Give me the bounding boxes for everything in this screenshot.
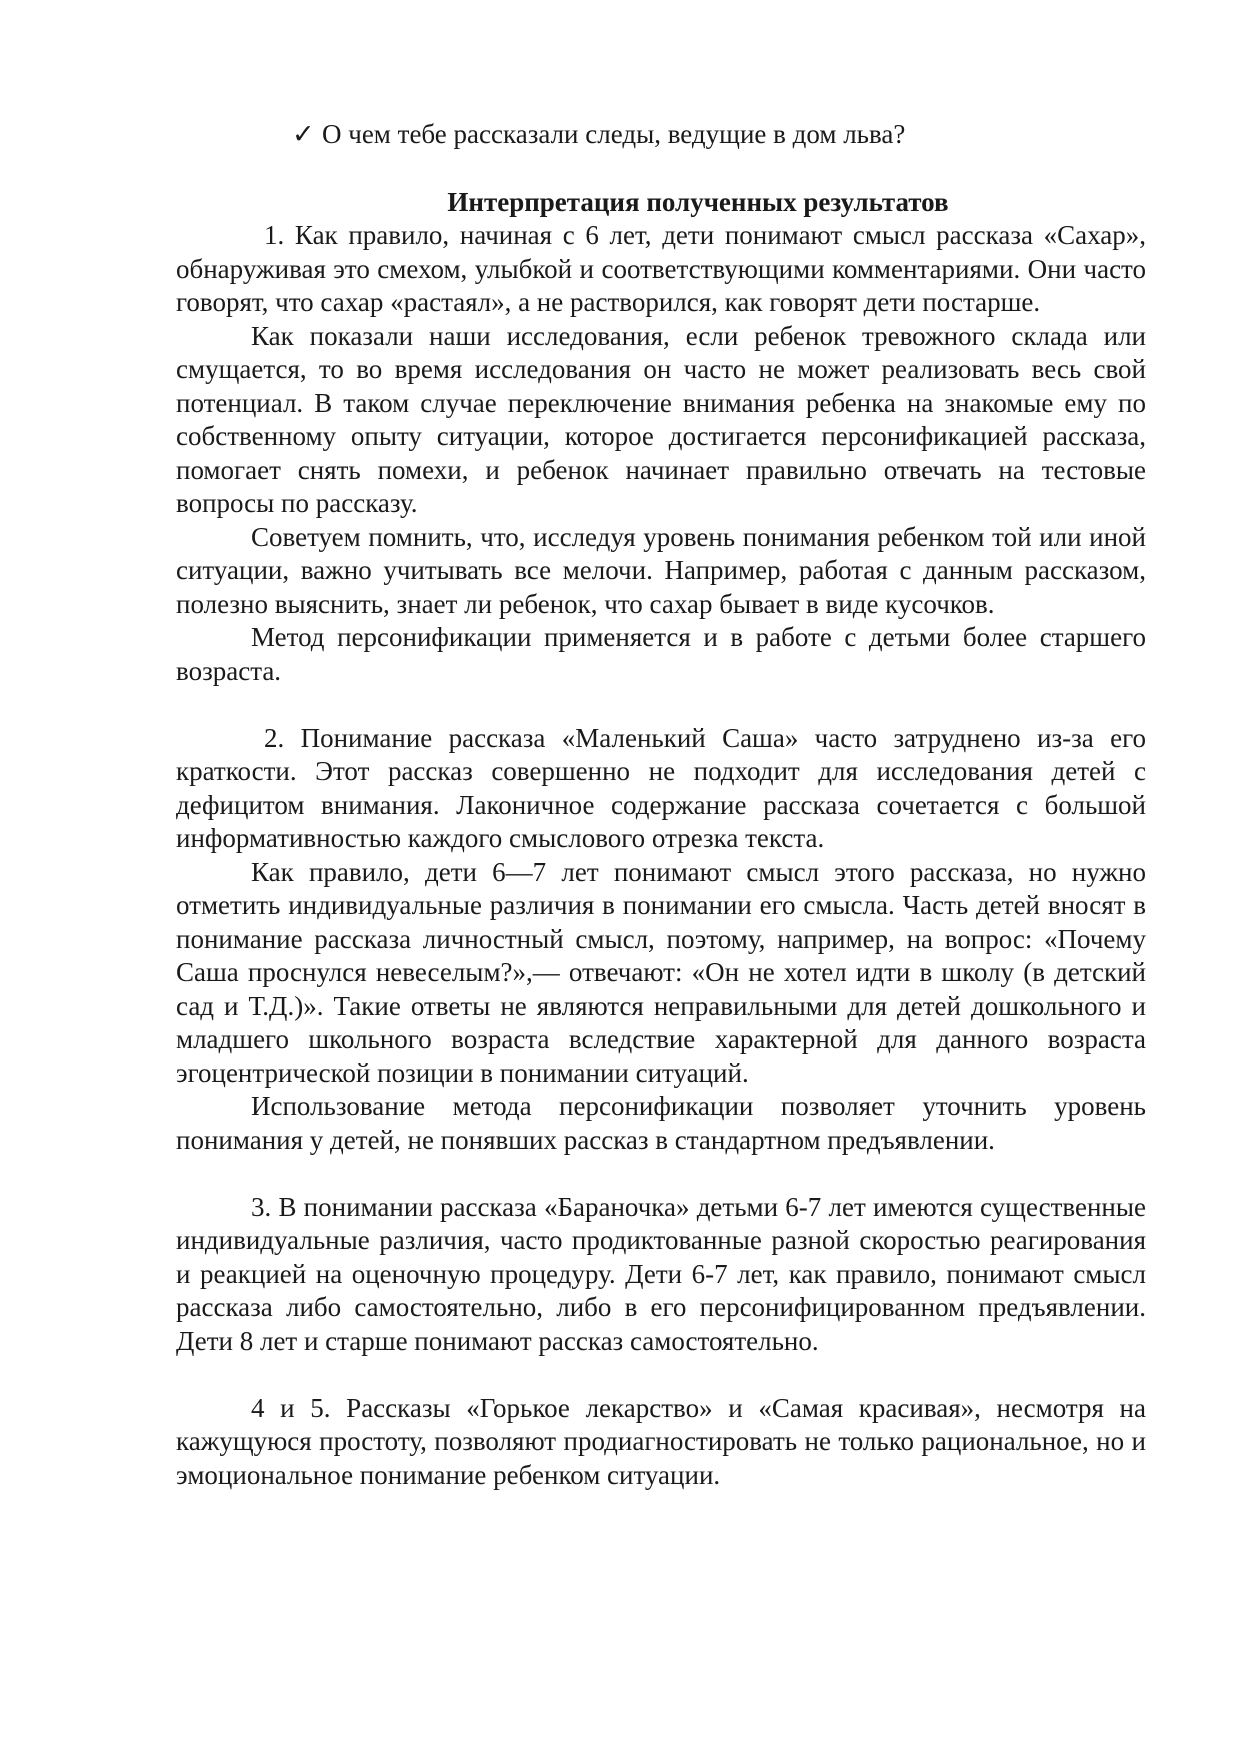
paragraph: Как показали наши исследования, если ребенок тревожного склада или смущается, то во время исследования он часто не может реализовать весь свой потенциал. В таком случае переключение внимания ребенка на знакомые ему по собственному опыту ситуации, которое достигается персонификацией рассказа, помогает снять помехи, и ребенок начинает правильно отвечать на тестовые вопросы по рассказу. xyxy=(176,320,1146,518)
paragraph-item-4-5: 4 и 5. Рассказы «Горькое лекарство» и «Самая красивая», несмотря на кажущуюся простоту, позволяют продиагностировать не только рациональное, но и эмоциональное понимание ребенком ситуации. xyxy=(176,1392,1146,1490)
question-item xyxy=(292,118,905,152)
paragraph: Советуем помнить, что, исследуя уровень понимания ребенком той или иной ситуации, важно учитывать все мелочи. Например, работая с данным рассказом, полезно выяснить, знает ли ребенок, что сахар бывает в виде кусочков. xyxy=(176,521,1146,619)
document-body xyxy=(176,219,1146,1492)
paragraph-item-3: 3. В понимании рассказа «Бараночка» детьми 6-7 лет имеются существенные индивидуальные различия, часто продиктованные разной скоростью реагирования и реакцией на оценочную процедуру. Дети 6-7 лет, как правило, понимают смысл рассказа либо самостоятельно, либо в его персонифицированном предъявлении. Дети 8 лет и старше понимают рассказ самостоятельно. xyxy=(176,1191,1146,1356)
paragraph: Метод персонификации применяется и в работе с детьми более старшего возраста. xyxy=(176,622,1146,686)
paragraph-item-1: 1. Как правило, начиная с 6 лет, дети понимают смысл рассказа «Сахар», обнаруживая это смехом, улыбкой и соответствующими комментариями. Они часто говорят, что сахар «растаял», а не растворился, как говорят дети постарше. xyxy=(176,220,1146,317)
section-heading: Интерпретация полученных результатов xyxy=(447,187,949,217)
paragraph-item-2: 2. Понимание рассказа «Маленький Саша» часто затруднено из-за его краткости. Этот рассказ совершенно не подходит для исследования детей с дефицитом внимания. Лаконичное содержание рассказа сочетается с большой информативностью каждого смыслового отрезка текста. xyxy=(176,722,1146,853)
checkmark-icon: ✓ xyxy=(292,119,315,149)
paragraph: Использование метода персонификации позволяет уточнить уровень понимания у детей, не понявших рассказ в стандартном предъявлении. xyxy=(176,1091,1146,1155)
paragraph: Как правило, дети 6—7 лет понимают смысл этого рассказа, но нужно отметить индивидуальные различия в понимании его смысла. Часть детей вносят в понимание рассказа личностный смысл, поэтому, например, на вопрос: «Почему Саша проснулся невеселым?»,— отвечают: «Он не хотел идти в школу (в детский сад и Т.Д.)». Такие ответы не являются неправильными для детей дошкольного и младшего школьного возраста вследствие характерной для данного возраста эгоцентрической позиции в понимании ситуаций. xyxy=(176,856,1146,1088)
question-text: О чем тебе рассказали следы, ведущие в дом льва? xyxy=(322,119,906,149)
